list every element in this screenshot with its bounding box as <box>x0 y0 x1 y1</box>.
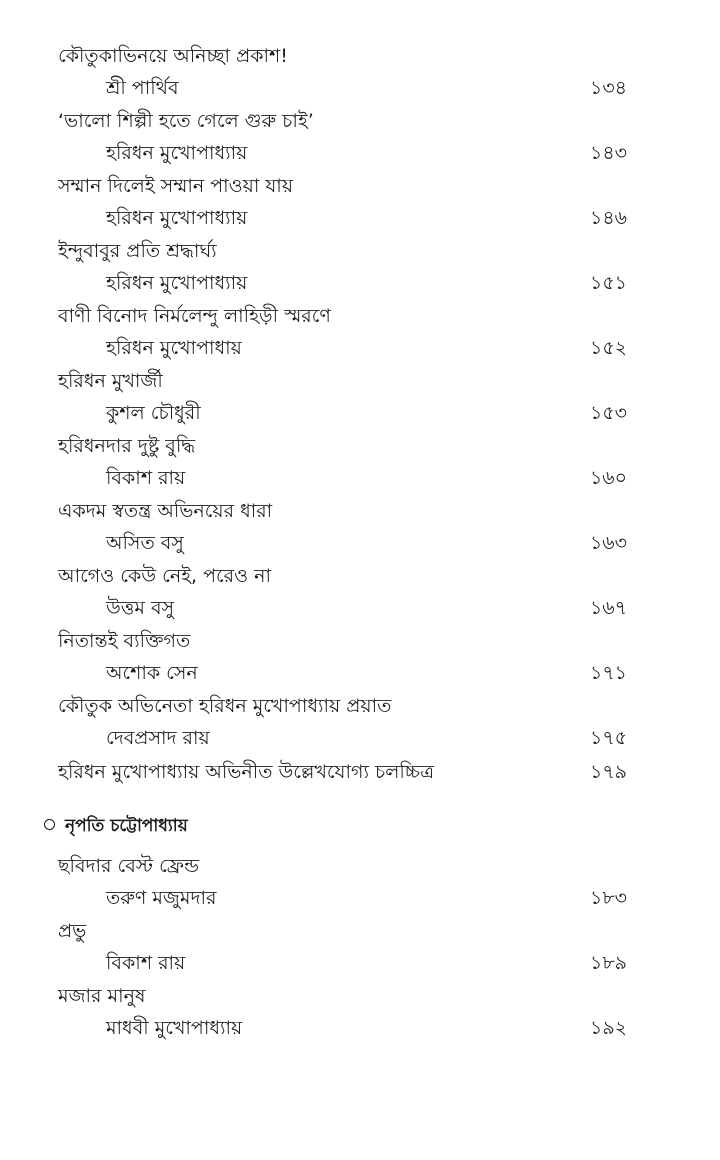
toc-page-number: ১৪৩ <box>589 142 627 164</box>
toc-entry-author-row <box>0 1012 720 1044</box>
toc-entry-title: সম্মান দিলেই সম্মান পাওয়া যায় <box>58 175 294 197</box>
toc-entry-author: দেবপ্রসাদ রায় <box>106 727 210 749</box>
toc-entry-author: উত্তম বসু <box>106 597 175 619</box>
toc-entry-title-row <box>0 365 720 397</box>
toc-page-number: ১৫১ <box>590 272 627 294</box>
toc-entry-author-row <box>0 592 720 624</box>
toc-entry-title: ‘ভালো শিল্পী হতে গেলে গুরু চাই’ <box>58 110 314 132</box>
toc-entry-title: হরিধনদার দুষ্টু বুদ্ধি <box>58 435 196 457</box>
toc-entry-title-row <box>0 560 720 592</box>
toc-page-number: ১৮৩ <box>589 887 627 909</box>
toc-entry-author: তরুণ মজুমদার <box>106 887 217 909</box>
toc-entry-title: কৌতুক অভিনেতা হরিধন মুখোপাধ্যায় প্রয়াত <box>58 695 392 717</box>
toc-page-number: ১৭৯ <box>589 761 627 783</box>
circle-outline-icon <box>44 819 55 830</box>
toc-page-number: ১৭১ <box>589 662 627 684</box>
toc-page-number: ১৩৪ <box>589 77 627 99</box>
toc-entry-title-row <box>0 850 720 882</box>
toc-entry-author: শ্রী পার্থিব <box>106 77 179 99</box>
toc-entry-author-row <box>0 332 720 364</box>
toc-entry-title: হরিধন মুখোপাধ্যায় অভিনীত উল্লেখযোগ্য চলচ্চিত্র <box>58 761 435 783</box>
toc-entry-author-row <box>0 947 720 979</box>
toc-entry-author-row <box>0 462 720 494</box>
toc-entry-title-row <box>0 915 720 947</box>
toc-entry-title: প্রভু <box>58 920 87 942</box>
toc-entry-title: আগেও কেউ নেই, পরেও না <box>58 565 271 587</box>
toc-entry-title-row <box>0 430 720 462</box>
toc-entry-title-row <box>0 300 720 332</box>
toc-entry-author-row <box>0 882 720 914</box>
toc-entry-title-row <box>0 495 720 527</box>
toc-entry-author-row <box>0 657 720 689</box>
toc-entry-author-row <box>0 397 720 429</box>
toc-page-number: ১৬৭ <box>589 597 627 619</box>
toc-entry-author: কুশল চৌধুরী <box>106 402 201 424</box>
toc-entry-author-row <box>0 137 720 169</box>
toc-page-number: ১৮৯ <box>590 952 627 974</box>
toc-page-number: ১৪৬ <box>589 207 627 229</box>
toc-entry-title-row <box>0 40 720 72</box>
toc-page-number: ১৬৩ <box>589 532 627 554</box>
toc-entry-title: হরিধন মুখার্জী <box>58 370 163 392</box>
toc-page-number: ১৯২ <box>589 1017 627 1039</box>
toc-page-number: ১৫২ <box>589 337 627 359</box>
toc-entry-title: নিতান্তই ব্যক্তিগত <box>58 630 191 652</box>
toc-entry-author: অশোক সেন <box>106 662 198 684</box>
toc-entry-title-row <box>0 105 720 137</box>
toc-entry-author: হরিধন মুখোপাধায় <box>106 337 242 359</box>
toc-entry-author-row <box>0 72 720 104</box>
toc-entry-title: মজার মানুষ <box>58 985 146 1007</box>
toc-entry-author: হরিধন মুখোপাধ্যায় <box>106 142 248 164</box>
toc-entry-author-row <box>0 202 720 234</box>
toc-entry-title: কৌতুকাভিনয়ে অনিচ্ছা প্রকাশ! <box>58 45 288 67</box>
toc-entry-author: বিকাশ রায় <box>106 952 186 974</box>
toc-entry-author-row <box>0 267 720 299</box>
toc-entry-title-row <box>0 690 720 722</box>
toc-filmography-row <box>0 756 720 788</box>
toc-page-number: ১৫৩ <box>589 402 627 424</box>
toc-entry-title: ছবিদার বেস্ট ফ্রেন্ড <box>58 855 200 877</box>
toc-page-number: ১৬০ <box>589 467 627 489</box>
section-heading-text: নৃপতি চট্টোপাধ্যায় <box>65 816 188 836</box>
toc-entry-title-row <box>0 235 720 267</box>
toc-entry-title: একদম স্বতন্ত্র অভিনয়ের ধারা <box>58 500 273 522</box>
toc-entry-title-row <box>0 980 720 1012</box>
toc-entry-author-row <box>0 722 720 754</box>
toc-entry-title-row <box>0 625 720 657</box>
toc-page-number: ১৭৫ <box>589 727 627 749</box>
toc-entry-author: বিকাশ রায় <box>106 467 186 489</box>
toc-entry-author: মাধবী মুখোপাধ্যায় <box>106 1017 243 1039</box>
toc-entry-author-row <box>0 527 720 559</box>
toc-entry-author: হরিধন মুখোপাধ্যায় <box>106 207 248 229</box>
toc-entry-author: হরিধন মুখোপাধ্যায় <box>106 272 248 294</box>
toc-entry-title: বাণী বিনোদ নির্মলেন্দু লাহিড়ী স্মরণে <box>58 305 331 327</box>
toc-entry-title-row <box>0 170 720 202</box>
section-heading <box>44 810 188 842</box>
toc-entry-author: অসিত বসু <box>106 532 184 554</box>
toc-entry-title: ইন্দুবাবুর প্রতি শ্রদ্ধার্ঘ্য <box>58 240 217 262</box>
